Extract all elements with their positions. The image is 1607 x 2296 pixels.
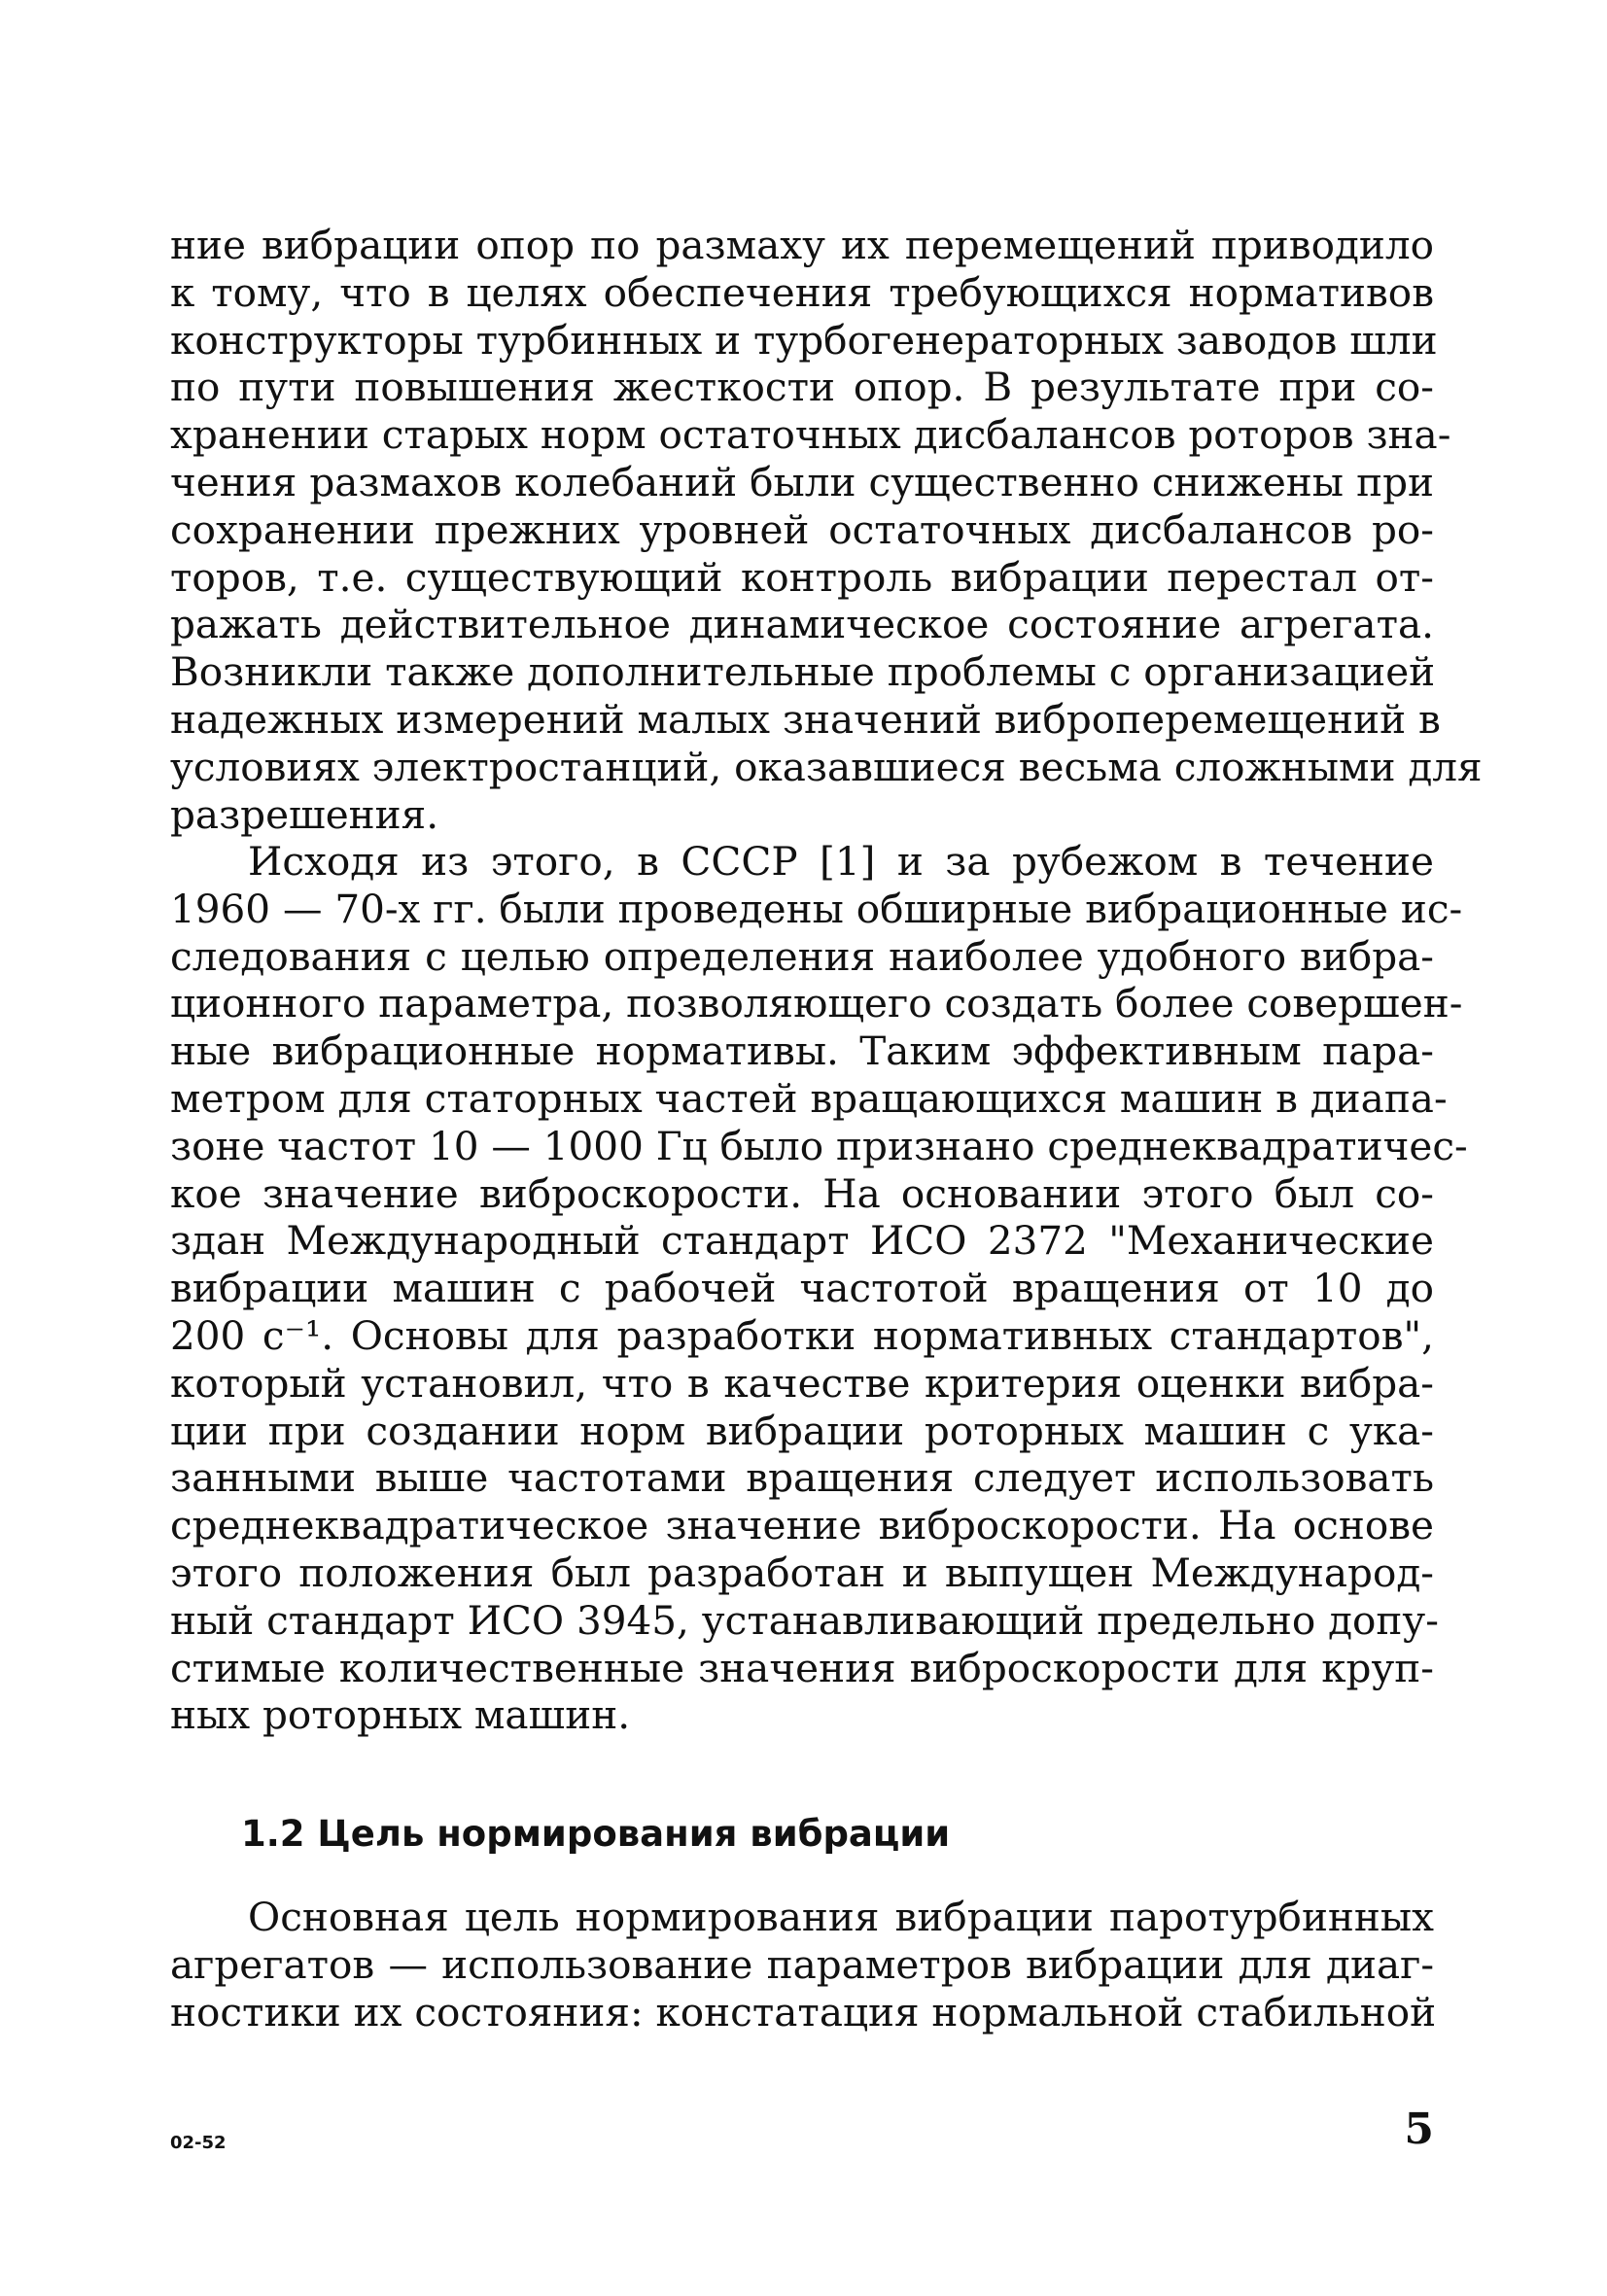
text-line: занными выше частотами вращения следует использовать [170, 1454, 1434, 1502]
text-line: этого положения был разработан и выпущен Международ- [170, 1548, 1434, 1596]
paragraph-iso-standards [170, 838, 1468, 1739]
paragraph-vibration-support-history [170, 222, 1483, 838]
text-line: ние вибрации опор по размаху их перемещений приводило [170, 222, 1434, 268]
text-line: метром для статорных частей вращающихся машин в диапа- [170, 1074, 1448, 1122]
text-line: ные вибрационные нормативы. Таким эффективным пара- [170, 1027, 1434, 1075]
text-line: Возникли также дополнительные проблемы с организацией [170, 648, 1436, 696]
text-line: зоне частот 10 — 1000 Гц было признано среднеквадратичес- [170, 1122, 1468, 1169]
text-line: надежных измерений малых значений виброперемещений в [170, 695, 1441, 743]
text-line: ции при создании норм вибрации роторных машин с ука- [170, 1407, 1434, 1454]
text-line: вибрации машин с рабочей частотой вращения от 10 до [170, 1265, 1434, 1312]
text-line: Исходя из этого, в СССР [1] и за рубежом в течение [248, 838, 1434, 885]
text-line: ционного параметра, позволяющего создать более совершен- [170, 980, 1463, 1027]
text-line: который установил, что в качестве критерия оценки вибра- [170, 1359, 1434, 1407]
text-line: кое значение виброскорости. На основании этого был со- [170, 1169, 1434, 1217]
text-line: следования с целью определения наиболее удобного вибра- [170, 932, 1434, 980]
text-line: торов, т.е. существующий контроль вибрации перестал от- [170, 553, 1434, 601]
footer-print-code: 02-52 [170, 2133, 227, 2153]
text-line: условиях электростанций, оказавшиеся весьма сложными для [170, 743, 1483, 790]
text-line: агрегатов — использование параметров вибрации для диаг- [170, 1940, 1434, 1988]
text-line: к тому, что в целях обеспечения требующихся нормативов [170, 268, 1434, 316]
text-line: Основная цель нормирования вибрации паротурбинных [248, 1894, 1434, 1940]
section-heading: 1.2 Цель нормирования вибрации [241, 1813, 951, 1855]
page-number: 5 [1404, 2105, 1434, 2154]
text-line: чения размахов колебаний были существенно снижены при [170, 458, 1434, 505]
text-line: разрешения. [170, 790, 439, 838]
text-line: здан Международный стандарт ИСО 2372 "Механические [170, 1217, 1434, 1265]
text-line: ных роторных машин. [170, 1691, 631, 1739]
paragraph-normalization-goal [170, 1894, 1437, 2035]
text-line: ражать действительное динамическое состояние агрегата. [170, 601, 1434, 648]
text-line: 1960 — 70-х гг. были проведены обширные вибрационные ис- [170, 885, 1463, 932]
text-line: ностики их состояния: констатация нормальной стабильной [170, 1988, 1437, 2035]
text-line: ный стандарт ИСО 3945, устанавливающий предельно допу- [170, 1596, 1439, 1644]
text-line: среднеквадратическое значение виброскорости. На основе [170, 1502, 1434, 1549]
text-line: хранении старых норм остаточных дисбалансов роторов зна- [170, 411, 1451, 459]
text-line: сохранении прежних уровней остаточных дисбалансов ро- [170, 505, 1434, 553]
text-line: по пути повышения жесткости опор. В результате при со- [170, 364, 1434, 411]
text-line: 200 с⁻¹. Основы для разработки нормативных стандартов", [170, 1311, 1434, 1359]
text-line: конструкторы турбинных и турбогенераторных заводов шли [170, 316, 1438, 364]
text-line: стимые количественные значения виброскорости для круп- [170, 1644, 1434, 1691]
